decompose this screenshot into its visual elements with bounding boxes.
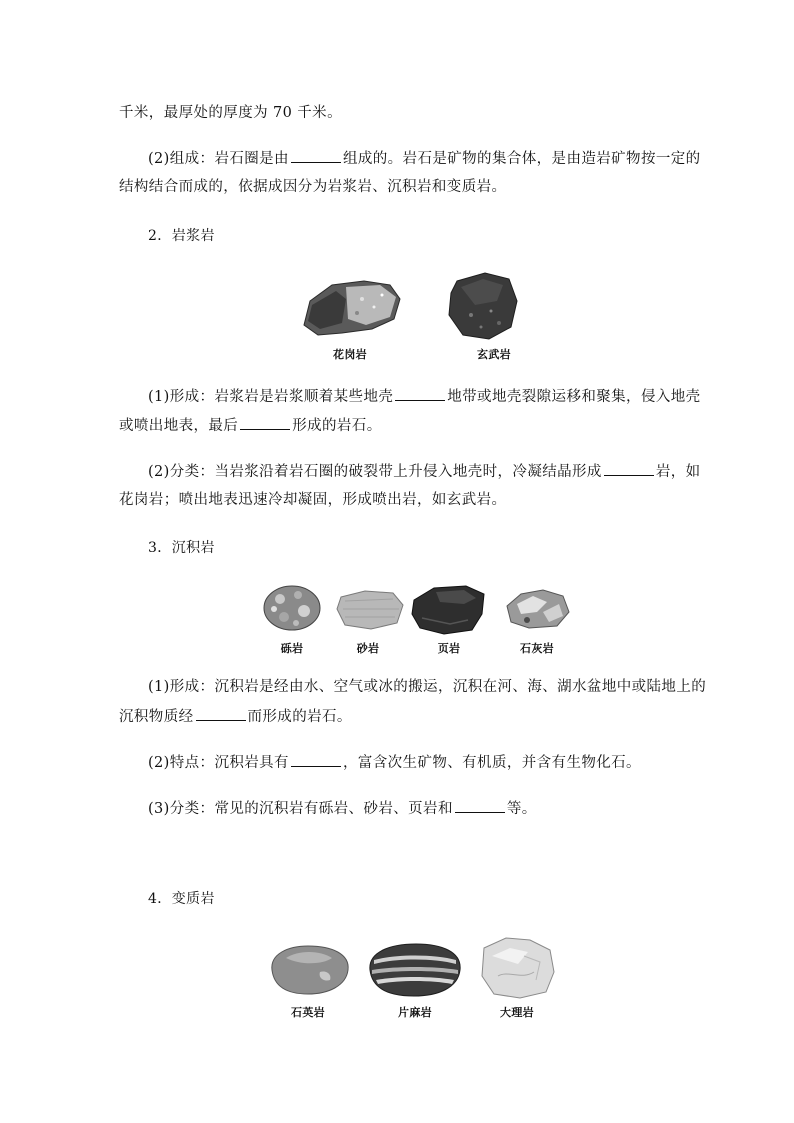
sedimentary-classify-suffix: 等。: [506, 801, 537, 817]
sedimentary-formation-line-1: (1)形成：沉积岩是经由水、空气或冰的搬运，沉积在河、海、湖水盆地中或陆地上的: [148, 679, 707, 695]
caption-basalt: 玄武岩: [477, 348, 511, 361]
caption-quartzite: 石英岩: [291, 1006, 325, 1019]
caption-sandstone: 砂岩: [356, 642, 380, 655]
sedimentary-classify-blank[interactable]: [455, 798, 505, 813]
caption-conglomerate: 砾岩: [280, 642, 304, 655]
caption-shale: 页岩: [437, 642, 461, 655]
caption-granite: 花岗岩: [333, 348, 367, 361]
sedimentary-classify-line: [148, 798, 537, 819]
composition-blank[interactable]: [291, 148, 341, 163]
sedimentary-formation-prefix: 沉积物质经: [119, 709, 194, 725]
sedimentary-formation-suffix: 而形成的岩石。: [247, 709, 352, 725]
metamorphic-heading: 4．变质岩: [148, 891, 215, 907]
sedimentary-heading: 3．沉积岩: [148, 540, 215, 556]
sedimentary-feature-blank[interactable]: [291, 752, 341, 767]
marble-image: [478, 936, 556, 1000]
gneiss-image: [366, 940, 464, 998]
sedimentary-feature-prefix: (2)特点：沉积岩具有: [148, 755, 289, 771]
igneous-formation-line-2: [119, 415, 382, 436]
sedimentary-feature-line: [148, 752, 641, 773]
conglomerate-image: [262, 583, 322, 633]
sedimentary-classify-prefix: (3)分类：常见的沉积岩有砾岩、砂岩、页岩和: [148, 801, 453, 817]
igneous-formation-line2-suffix: 形成的岩石。: [292, 418, 382, 434]
composition-suffix: 组成的。岩石是矿物的集合体，是由造岩矿物按一定的: [342, 151, 701, 167]
sedimentary-formation-blank[interactable]: [196, 706, 246, 721]
igneous-classify-line-2: 花岗岩；喷出地表迅速冷却凝固，形成喷出岩，如玄武岩。: [119, 492, 507, 508]
sedimentary-feature-suffix: ，富含次生矿物、有机质，并含有生物化石。: [342, 755, 641, 771]
igneous-classify-suffix: 岩，如: [655, 464, 701, 480]
igneous-formation-blank-1[interactable]: [395, 386, 445, 401]
composition-line-1: [148, 148, 701, 169]
igneous-formation-blank-2[interactable]: [240, 415, 290, 430]
shale-image: [410, 584, 488, 636]
sandstone-image: [335, 587, 405, 631]
igneous-classify-line-1: [148, 461, 701, 482]
igneous-formation-suffix: 地带或地壳裂隙运移和聚集，侵入地壳: [447, 389, 701, 405]
basalt-image: [447, 271, 519, 341]
caption-limestone: 石灰岩: [520, 642, 554, 655]
igneous-formation-prefix: (1)形成：岩浆岩是岩浆顺着某些地壳: [148, 389, 394, 405]
caption-marble: 大理岩: [500, 1006, 534, 1019]
caption-gneiss: 片麻岩: [398, 1006, 432, 1019]
igneous-formation-line-1: [148, 386, 701, 407]
limestone-image: [503, 588, 571, 630]
quartzite-image: [266, 942, 352, 996]
intro-line: 千米，最厚处的厚度为 70 千米。: [119, 105, 342, 121]
igneous-classify-blank[interactable]: [604, 461, 654, 476]
igneous-formation-line2-prefix: 或喷出地表，最后: [119, 418, 239, 434]
composition-line-2: 结构结合而成的，依据成因分为岩浆岩、沉积岩和变质岩。: [119, 179, 507, 195]
composition-prefix: (2)组成：岩石圈是由: [148, 151, 289, 167]
igneous-classify-prefix: (2)分类：当岩浆沿着岩石圈的破裂带上升侵入地壳时，冷凝结晶形成: [148, 464, 602, 480]
granite-image: [302, 279, 402, 337]
igneous-heading: 2．岩浆岩: [148, 228, 215, 244]
sedimentary-formation-line-2: [119, 706, 352, 727]
